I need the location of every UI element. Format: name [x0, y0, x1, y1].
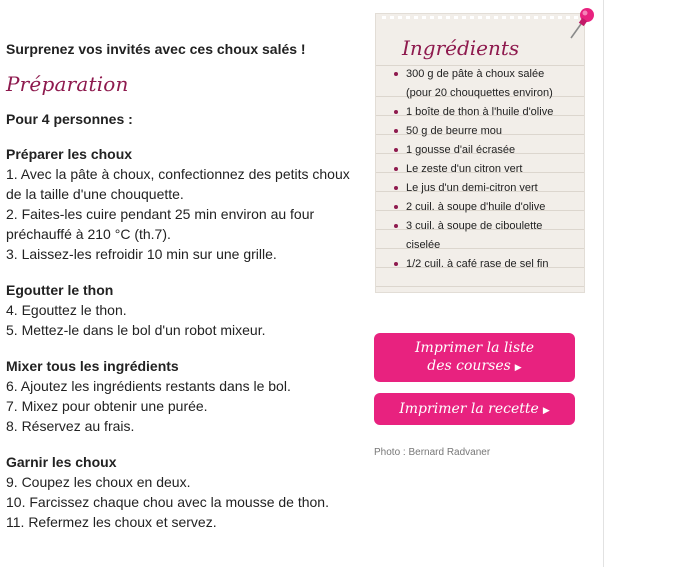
step-section: [6, 452, 366, 532]
column-divider: [603, 0, 604, 567]
ingredient-item: 300 g de pâte à choux salée: [390, 65, 580, 84]
section-heading: Préparer les choux: [6, 146, 133, 162]
ingredients-title: Ingrédients: [402, 36, 520, 60]
photo-credit: Photo : Bernard Radvaner: [374, 447, 491, 458]
ingredient-item: 2 cuil. à soupe d'huile d'olive: [390, 198, 580, 217]
ingredient-item: 50 g de beurre mou: [390, 122, 580, 141]
section-heading: Garnir les choux: [6, 454, 117, 470]
ingredient-item: 1/2 cuil. à café rase de sel fin: [390, 255, 580, 274]
step-item: 7. Mixez pour obtenir une purée.: [6, 398, 208, 414]
step-item: 4. Egouttez le thon.: [6, 302, 127, 318]
ingredient-item: 1 boîte de thon à l'huile d'olive: [390, 103, 580, 122]
step-section: [6, 356, 366, 436]
step-item: 10. Farcissez chaque chou avec la mousse de thon.: [6, 494, 329, 510]
intro-text: Surprenez vos invités avec ces choux salés !: [6, 41, 306, 57]
ingredient-item: 1 gousse d'ail écrasée: [390, 141, 580, 160]
ingredient-item-continuation: ciselée: [406, 239, 441, 251]
print-shopping-list-button[interactable]: [374, 333, 575, 382]
step-item: 2. Faites-les cuire pendant 25 min environ au four préchauffé à 210 °C (th.7).: [6, 206, 315, 242]
recipe-preparation: [6, 40, 366, 532]
step-item: 5. Mettez-le dans le bol d'un robot mixeur.: [6, 322, 266, 338]
step-item: 1. Avec la pâte à choux, confectionnez des petits choux de la taille d'une chouquette.: [6, 166, 350, 202]
ingredient-item: Le zeste d'un citron vert: [390, 160, 580, 179]
step-item: 8. Réservez au frais.: [6, 418, 135, 434]
preparation-title: Préparation: [6, 72, 129, 96]
step-section: [6, 144, 366, 264]
print-recipe-button[interactable]: [374, 393, 575, 425]
print-list-label-row2: [374, 357, 575, 377]
ingredients-list: [390, 65, 580, 274]
push-pin-icon: [568, 5, 596, 45]
step-item: 11. Refermez les choux et servez.: [6, 514, 217, 530]
section-heading: Mixer tous les ingrédients: [6, 358, 179, 374]
print-list-label-line1: Imprimer la liste: [415, 340, 534, 356]
arrow-right-icon: ▶: [514, 363, 522, 373]
step-item: 9. Coupez les choux en deux.: [6, 474, 191, 490]
steps-container: [6, 144, 366, 532]
print-list-label-line2: des courses: [427, 358, 511, 374]
step-item: 6. Ajoutez les ingrédients restants dans le bol.: [6, 378, 291, 394]
step-item: 3. Laissez-les refroidir 10 min sur une grille.: [6, 246, 277, 262]
arrow-right-icon: ▶: [542, 406, 550, 416]
servings: Pour 4 personnes :: [6, 111, 133, 127]
print-recipe-label: Imprimer la recette: [399, 401, 539, 417]
ingredient-item: 3 cuil. à soupe de ciboulette: [390, 217, 580, 236]
ingredient-item: Le jus d'un demi-citron vert: [390, 179, 580, 198]
section-heading: Egoutter le thon: [6, 282, 114, 298]
step-section: [6, 280, 366, 340]
ingredient-item-continuation: (pour 20 chouquettes environ): [406, 87, 553, 99]
